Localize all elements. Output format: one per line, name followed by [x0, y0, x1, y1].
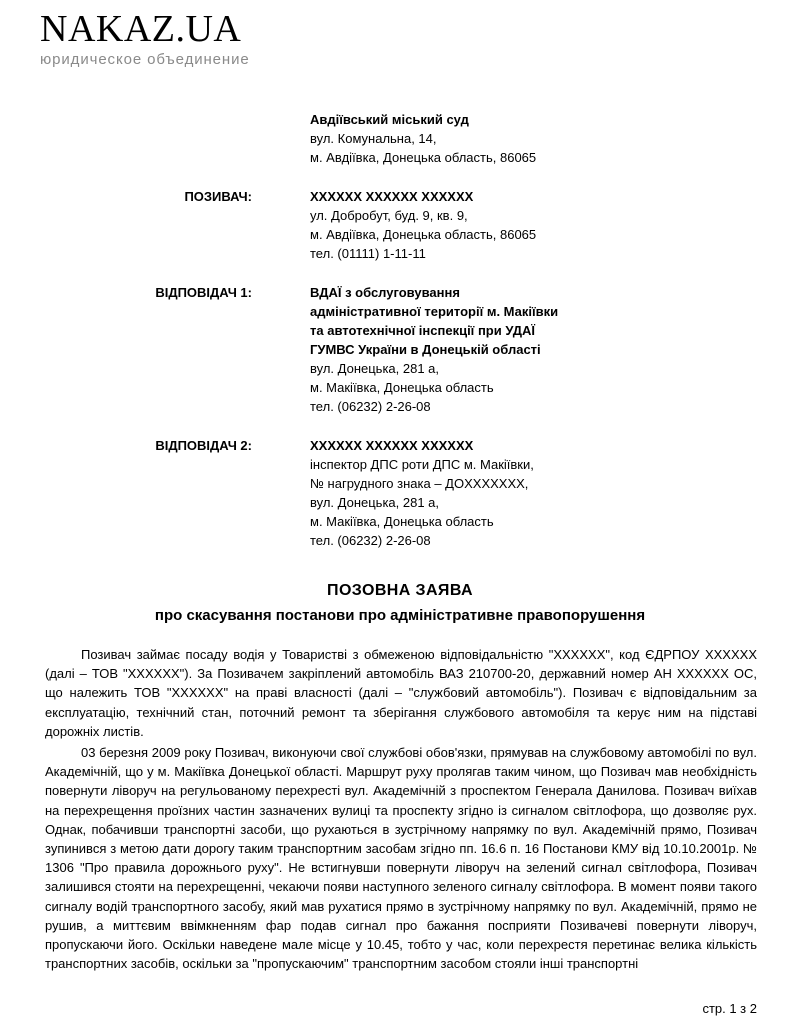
plaintiff-address-line-2: м. Авдіївка, Донецька область, 86065: [310, 227, 537, 242]
document-title-block: [45, 580, 755, 627]
plaintiff-phone: тел. (01111) 1-11-11: [310, 246, 426, 261]
respondent-2-address-line-1: вул. Донецька, 281 а,: [310, 495, 440, 510]
court-address-line-1: вул. Комунальна, 14,: [310, 131, 437, 146]
letterhead: [40, 8, 340, 69]
plaintiff-name: XXXXXX XXXXXX XXXXXX: [310, 189, 474, 204]
document-body: [45, 645, 757, 975]
respondent-1-address-line-2: м. Макіївка, Донецька область: [310, 380, 494, 395]
document-header: [0, 110, 800, 570]
court-block: [0, 110, 800, 167]
respondent-1-label: ВІДПОВІДАЧ 1:: [155, 285, 252, 300]
respondent-2-badge-number: № нагрудного знака – ДОXXXXXXX,: [310, 476, 529, 491]
document-subtitle: про скасування постанови про адміністративне правопорушення: [154, 607, 646, 624]
respondent-2-details: [310, 436, 534, 550]
site-logo: NAKAZ.UA: [40, 8, 242, 50]
respondent-1-details: [310, 283, 558, 416]
respondent-2-label: ВІДПОВІДАЧ 2:: [155, 438, 252, 453]
court-address: [310, 110, 536, 167]
respondent-2-name: XXXXXX XXXXXX XXXXXX: [310, 438, 474, 453]
plaintiff-details: [310, 187, 536, 263]
respondent-1-block: [0, 283, 800, 416]
respondent-2-address-line-2: м. Макіївка, Донецька область: [310, 514, 494, 529]
body-paragraph-2: 03 березня 2009 року Позивач, виконуючи свої службові обов'язки, прямував на службовому автомобілі по вул. Академічній, що у м. Макіївка Донецької області. Маршрут руху пролягав таким чином, що Позивач мав необхідність повернути ліворуч на регульованому перехресті вул. Академічній з проспектом Генерала Данилова. Позивач виїхав на перехрещення проїзних частин зазначених вулиці та проспекту згідно із сигналом світлофора, що дозволяє рух. Однак, побачивши транспортні засоби, що рухаються в зустрічному напрямку по вул. Академічній прямо, Позивач зупинився з метою дати дорогу таким транспортним засобам згідно пп. 16.6 п. 16 Постанови КМУ від 10.10.2001р. № 1306 "Про правила дорожнього руху". Не встигнувши повернути ліворуч на зелений сигнал світлофора, Позивач залишився стояти на перехрещенні, чекаючи появи наступного зеленого сигналу світлофора. В момент появи такого сигналу водій транспортного засобу, який мав рухатися прямо в зустрічному напрямку по вул. Академічній, прямо не рушив, а миттєвим ввімкненням фар подав сигнал про бажання посприяти Позивачеві повернути ліворуч, пропускаючи його. Оскільки наведене мале місце у 10.45, тобто у час, коли перехрестя перетинає велика кількість транспортних засобів, оскільки за "пропускаючим" транспортним засобом стояли інші транспортні: [45, 745, 757, 972]
court-name: Авдіївський міський суд: [310, 112, 469, 127]
respondent-1-name-line-2: адміністративної території м. Макіївки: [310, 304, 559, 319]
page-indicator: стр. 1 з 2: [702, 1001, 757, 1016]
court-address-line-2: м. Авдіївка, Донецька область, 86065: [310, 150, 537, 165]
plaintiff-block: [0, 187, 800, 263]
body-paragraph-1: Позивач займає посаду водія у Товаристві з обмеженою відповідальністю "XXXXXX", код ЄДРПОУ XXXXXX (далі – ТОВ "XXXXXX"). За Позивачем закріплений автомобіль ВАЗ 210700-20, державний номер АН XXXXXX ОС, що належить ТОВ "XXXXXX" на праві власності (далі – "службовий автомобіль"). Позивач є відповідальним за експлуатацію, технічний стан, поточний ремонт та зберігання службового автомобіля та керує ним на підставі дорожніх листів.: [45, 647, 757, 739]
respondent-1-name-line-3: та автотехнічної інспекції при УДАЇ: [310, 323, 536, 338]
respondent-1-name-line-4: ГУМВС України в Донецькій області: [310, 342, 541, 357]
respondent-1-address-line-1: вул. Донецька, 281 а,: [310, 361, 440, 376]
logo-tagline: юридическое объединение: [40, 51, 250, 68]
page-footer: [45, 1000, 757, 1018]
respondent-2-block: [0, 436, 800, 550]
document-title: ПОЗОВНА ЗАЯВА: [327, 582, 473, 599]
respondent-2-phone: тел. (06232) 2-26-08: [310, 533, 431, 548]
plaintiff-address-line-1: ул. Добробут, буд. 9, кв. 9,: [310, 208, 468, 223]
plaintiff-label: ПОЗИВАЧ:: [184, 189, 252, 204]
respondent-1-name-line-1: ВДАЇ з обслуговування: [310, 285, 460, 300]
respondent-2-position: інспектор ДПС роти ДПС м. Макіївки,: [310, 457, 534, 472]
respondent-1-phone: тел. (06232) 2-26-08: [310, 399, 431, 414]
